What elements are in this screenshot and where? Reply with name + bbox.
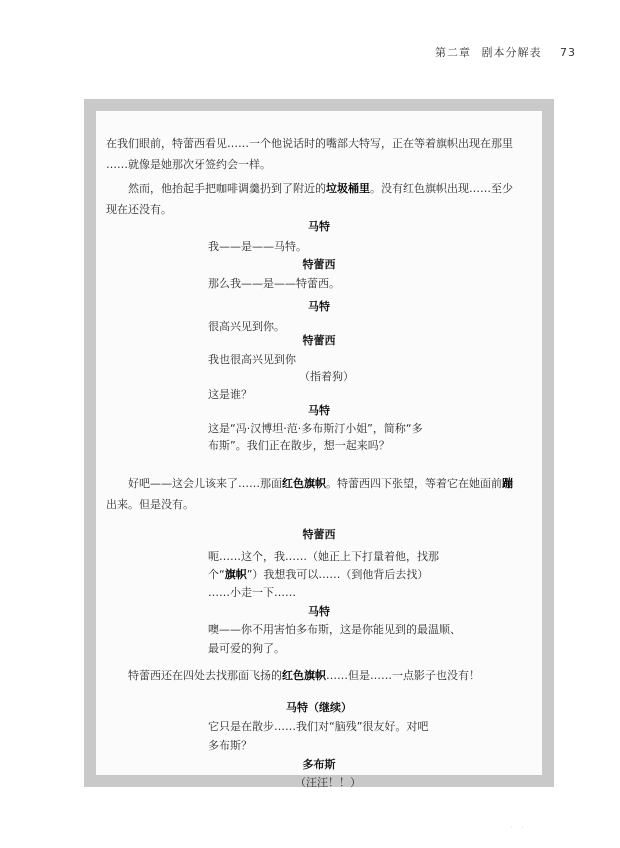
character-name: 马特 bbox=[308, 605, 330, 618]
action-paragraph-4 bbox=[128, 665, 480, 686]
dialogue-line: 最可爱的狗了。 bbox=[208, 642, 285, 655]
script-excerpt-frame bbox=[84, 99, 554, 787]
action-paragraph-3-line-1 bbox=[128, 473, 513, 494]
character-name: 马特 bbox=[308, 220, 330, 233]
dialogue-line: ……小走一下…… bbox=[208, 586, 296, 599]
dialogue-line: 这是“冯·汉博坦·范·多布斯汀小姐”，简称“多 bbox=[208, 422, 423, 435]
character-name: 特蕾西 bbox=[302, 528, 336, 541]
dialogue-line: 多布斯？ bbox=[208, 739, 252, 752]
scan-mark: · · bbox=[510, 823, 527, 832]
action-text: ……但是……一点影子也没有！ bbox=[326, 669, 480, 682]
character-name: 马特 bbox=[308, 300, 330, 313]
dialogue-line bbox=[208, 567, 428, 582]
dialogue-text: ”）我想我可以……（到他背后去找） bbox=[246, 568, 429, 581]
character-name: 特蕾西 bbox=[302, 258, 336, 271]
dialogue-line: 我也很高兴见到你 bbox=[208, 353, 296, 366]
action-paragraph-1-line-2: ……就像是她那次牙签约会一样。 bbox=[106, 158, 271, 171]
character-name: 特蕾西 bbox=[302, 334, 336, 347]
parenthetical: （指着狗） bbox=[299, 370, 354, 383]
action-paragraph-1-line-1: 在我们眼前，特蕾西看见……一个他说话时的嘴部大特写，正在等着旗帜出现在那里 bbox=[106, 137, 513, 150]
action-text: 。特蕾西四下张望，等着它在她面前 bbox=[326, 477, 502, 490]
dialogue-line: 呃……这个，我……（她正上下打量着他，找那 bbox=[208, 550, 439, 563]
emphasis-text: 红色旗帜 bbox=[282, 669, 326, 682]
emphasis-text: 蹦 bbox=[502, 477, 513, 490]
action-paragraph-3-line-2: 出来。但是没有。 bbox=[106, 498, 194, 511]
dialogue-line: 我——是——马特。 bbox=[208, 240, 307, 253]
dialogue-line: 噢——你不用害怕多布斯，这是你能见到的最温顺、 bbox=[208, 623, 461, 636]
running-head bbox=[435, 44, 576, 60]
character-name: 马特 bbox=[308, 404, 330, 417]
dialogue-line: 很高兴见到你。 bbox=[208, 320, 285, 333]
dialogue-line: 这是谁？ bbox=[208, 388, 252, 401]
dialogue-line: 它只是在散步……我们对“脑残”很友好。对吧 bbox=[208, 720, 429, 733]
chapter-title: 剧本分解表 bbox=[481, 46, 542, 59]
action-paragraph-2-line-1 bbox=[128, 178, 513, 199]
character-name: 马特（继续） bbox=[286, 701, 352, 714]
page-number: 73 bbox=[560, 46, 576, 59]
dialogue-line: 那么我——是——特蕾西。 bbox=[208, 277, 340, 290]
action-text: 然而，他抬起手把咖啡调羹扔到了附近的 bbox=[128, 182, 326, 195]
dialogue-line: （汪汪！！） bbox=[295, 776, 361, 789]
dialogue-line: 布斯”。我们正在散步，想一起来吗？ bbox=[208, 439, 390, 452]
emphasis-text: 垃圾桶里 bbox=[326, 182, 370, 195]
action-paragraph-2-line-2: 现在还没有。 bbox=[106, 203, 172, 216]
chapter-label: 第二章 bbox=[435, 46, 471, 59]
action-text: 特蕾西还在四处去找那面飞扬的 bbox=[128, 669, 282, 682]
dialogue-text: 个“ bbox=[208, 568, 225, 581]
emphasis-text: 旗帜 bbox=[224, 568, 247, 581]
action-text: 好吧——这会儿该来了……那面 bbox=[128, 477, 282, 490]
character-name: 多布斯 bbox=[302, 758, 336, 771]
action-text: 。没有红色旗帜出现……至少 bbox=[370, 182, 513, 195]
script-page bbox=[96, 111, 542, 789]
emphasis-text: 红色旗帜 bbox=[282, 477, 326, 490]
